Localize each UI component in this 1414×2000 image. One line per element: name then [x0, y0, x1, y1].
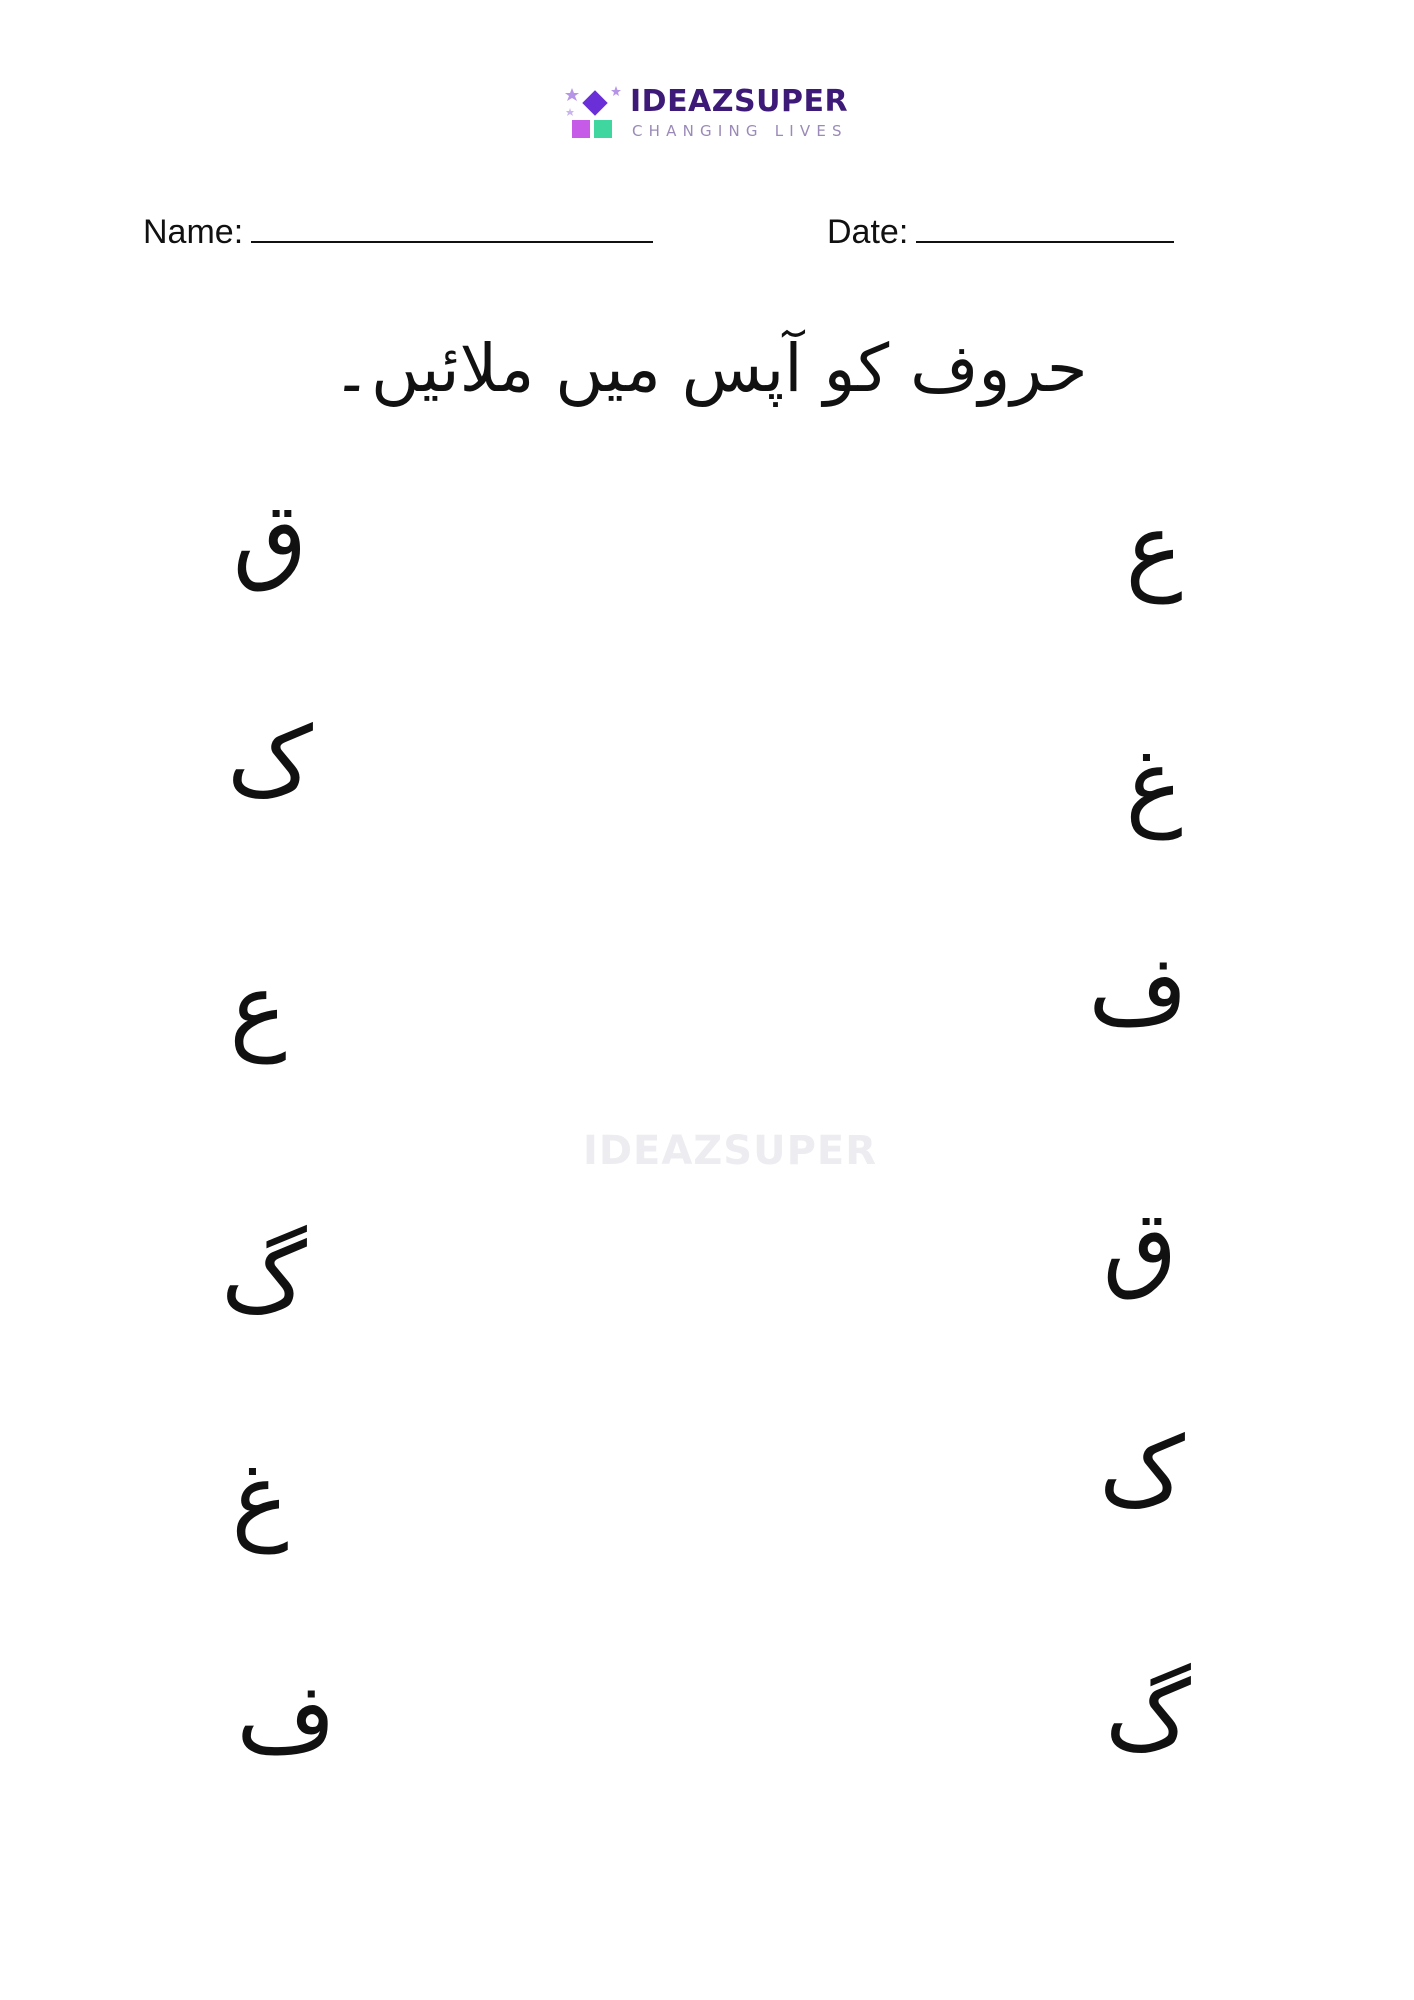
- date-label: Date:: [827, 213, 909, 251]
- name-label: Name:: [143, 213, 244, 251]
- name-blank-line[interactable]: [251, 213, 653, 243]
- left-letter-6[interactable]: ف: [236, 1662, 336, 1774]
- left-letter-4[interactable]: گ: [221, 1222, 307, 1334]
- right-letter-4[interactable]: ق: [1102, 1190, 1178, 1302]
- watermark: IDEAZSUPER: [582, 1128, 878, 1174]
- right-letter-5[interactable]: ک: [1099, 1416, 1185, 1528]
- left-letter-2[interactable]: ک: [227, 706, 313, 818]
- right-letter-3[interactable]: ف: [1088, 934, 1188, 1046]
- left-letter-1[interactable]: ق: [232, 482, 308, 594]
- brand-tagline: CHANGING LIVES: [632, 122, 848, 140]
- right-letter-6[interactable]: گ: [1105, 1660, 1191, 1772]
- gift-box-stars-icon: [562, 82, 624, 144]
- date-blank-line[interactable]: [916, 213, 1174, 243]
- instruction-heading: حروف کو آپس میں ملائیں۔: [332, 330, 1088, 407]
- right-letter-1[interactable]: ع: [1125, 492, 1183, 604]
- left-letter-3[interactable]: ع: [229, 952, 287, 1064]
- right-letter-2[interactable]: غ: [1125, 728, 1183, 840]
- name-field[interactable]: [143, 213, 653, 252]
- left-letter-5[interactable]: غ: [231, 1442, 289, 1554]
- date-field[interactable]: [827, 213, 1174, 252]
- brand-logo: [562, 82, 862, 144]
- brand-name: IDEAZSUPER: [630, 84, 849, 119]
